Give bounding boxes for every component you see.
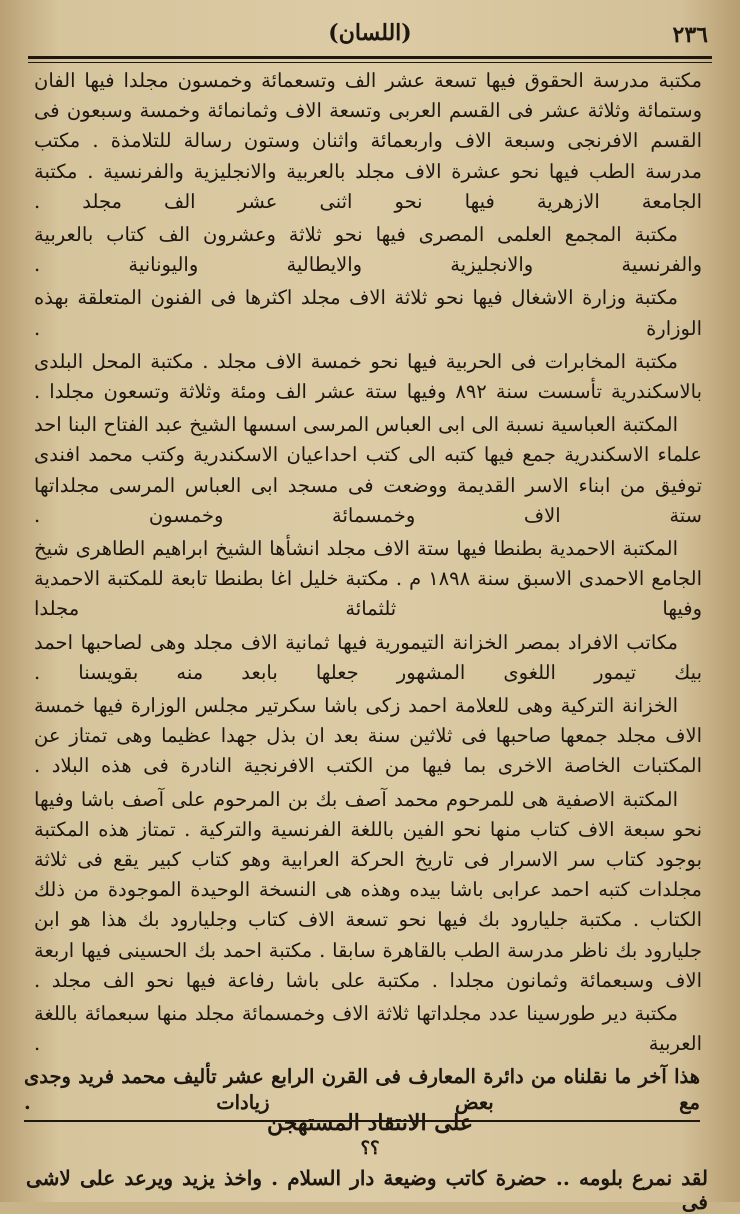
paragraph: المكتبة العباسية نسبة الى ابى العباس المرسى اسسها الشيخ عبد الفتاح البنا احد علماء الاسكندرية جمع فيها كتبه الى كتب احداعيان الاسكندرية وكتب محمد افندى توفيق من ابناء الاسر القديمة ووضعت فى مسجد ابى العباس المرسى مجلداتها ستة الاف وخمسمائة وخمسون . (34, 413, 702, 527)
paragraph: المكتبة الاحمدية بطنطا فيها ستة الاف مجلد انشأها الشيخ ابراهيم الطاهرى شيخ الجامع الاحمدى الاسبق سنة ١٨٩٨ م . مكتبة خليل اغا بطنطا تابعة للمكتبة الاحمدية وفيها ثلثمائة مجلدا (34, 537, 703, 621)
source-note: هذا آخر ما نقلناه من دائرة المعارف فى القرن الرابع عشر تأليف محمد فريد وجدى مع بعض زيادات . (24, 1064, 700, 1122)
paragraph: مكتبة مدرسة الحقوق فيها تسعة عشر الف وتسعمائة وخمسون مجلدا فيها الفان وستمائة وثلاثة عشر فى القسم العربى وتسعة الاف وثمانمائة وخمسة وسبعون فى القسم الافرنجى وسبعة الاف واربعمائة واثنان وستون رسالة للتلامذة . مكتب مدرسة الطب فيها نحو عشرة الاف مجلد بالعربية والانجليزية والفرنسية . مكتبة الجامعة الازهرية فيها نحو اثنى عشر الف مجلد . (34, 69, 702, 213)
paragraph: المكتبة الاصفية هى للمرحوم محمد آصف بك بن المرحوم على آصف باشا وفيها نحو سبعة الاف كتاب منها نحو الفين باللغة الفرنسية والتركية . تمتاز هذه المكتبة بوجود كتاب سر الاسرار فى تاريخ الحركة العرابية وهو كتاب كبير يقع فى ثلاثة مجلدات كتبه احمد عرابى باشا بيده وهذه هى النسخة الوحيدة الموجودة من ذلك الكتاب . مكتبة جليارود بك فيها نحو تسعة الاف كتاب وجليارود بك هذا هو ابن جليارود بك ناظر مدرسة الطب بالقاهرة سابقا . مكتبة احمد بك الحسينى فيها اربعة الاف وسبعمائة وثمانون مجلدا . مكتبة على باشا رفاعة فيها نحو الف مجلد . (34, 787, 702, 992)
header-rule (28, 56, 712, 63)
page-header (28, 14, 712, 54)
body-text (34, 66, 702, 1060)
page-number: ٢٣٦ (672, 22, 708, 48)
article-title: على الانتقاد المستهجن (266, 1110, 473, 1136)
paragraph: مكتبة وزارة الاشغال فيها نحو ثلاثة الاف مجلد اكثرها فى الفنون المتعلقة بهذه الوزارة . (34, 286, 702, 340)
paragraph: مكتبة المجمع العلمى المصرى فيها نحو ثلاثة وعشرون الف كتاب بالعربية والفرنسية والانجليزية والايطالية واليونانية . (34, 223, 702, 277)
paragraph: مكاتب الافراد بمصر الخزانة التيمورية فيها ثمانية الاف مجلد وهى لصاحبها احمد بيك تيمور اللغوى المشهور جعلها بابعد منه بقويسنا . (34, 630, 702, 684)
paragraph: مكتبة المخابرات فى الحربية فيها نحو خمسة الاف مجلد . مكتبة المحل البلدى بالاسكندرية تأسست سنة ٨٩٢ وفيها ستة عشر الف ومئة وثلاثة وتسعون مجلدا . (34, 349, 703, 404)
paragraph: الخزانة التركية وهى للعلامة احمد زكى باشا سكرتير مجلس الوزارة فيها خمسة الاف مجلد جمعها صاحبها فى ثلاثين سنة بعد ان بذل جهدا عظيما وهى تمتاز عن المكتبات الخاصة الاخرى بما فيها من الكتب الافرنجية النادرة فى هذه البلاد . (34, 694, 702, 778)
article-first-line: لقد نمرع بلومه .. حضرة كاتب وضيعة دار السلام . واخذ يزيد ويرعد على لاشى فى (26, 1166, 708, 1214)
article-title-marks: ؟؟ (360, 1138, 380, 1159)
running-title: (اللسان) (328, 20, 412, 46)
paragraph: مكتبة دير طورسينا عدد مجلداتها ثلاثة الاف وخمسمائة مجلد منها سبعمائة باللغة العربية . (34, 1002, 702, 1056)
